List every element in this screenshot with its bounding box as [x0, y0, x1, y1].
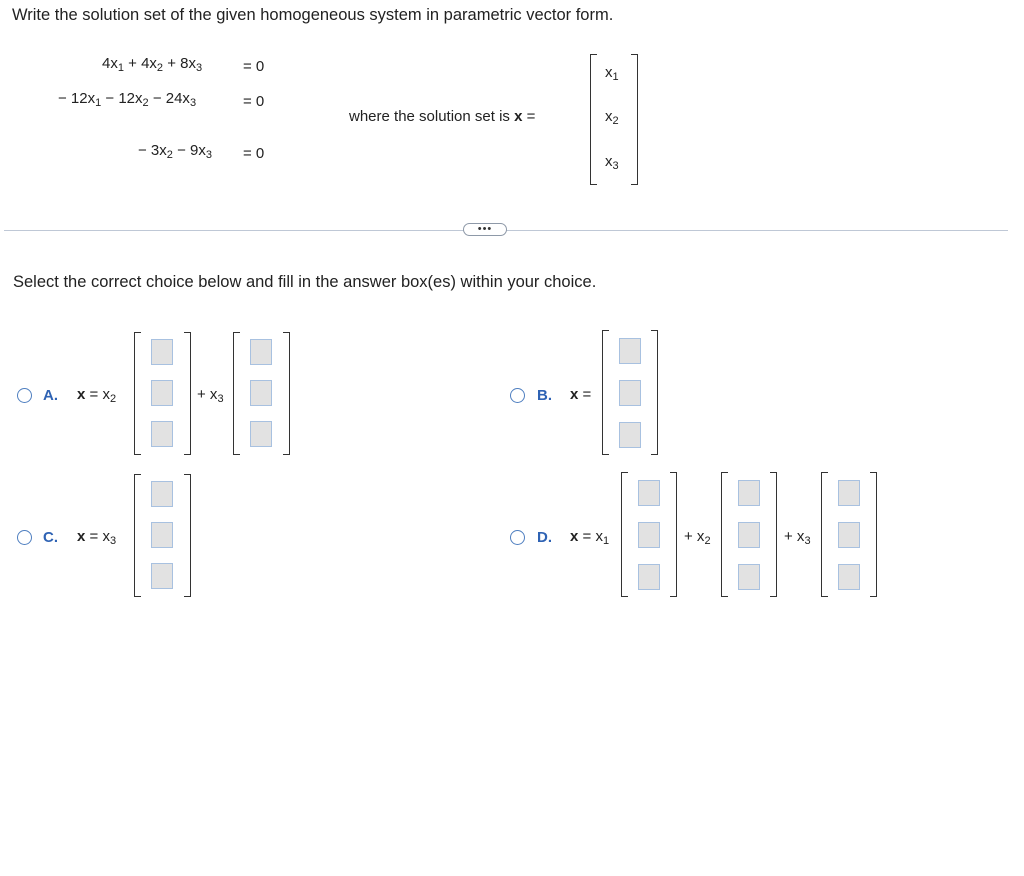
choice-d-v2-entry-3[interactable] [738, 564, 760, 590]
choice-c-label: $x = x_3$ [77, 528, 117, 547]
choice-c-entry-3[interactable] [151, 563, 173, 589]
equation-3: − $3x_2 - 9x_3$ [138, 142, 212, 161]
choice-a-v1-entry-2[interactable] [151, 380, 173, 406]
equation-3-rhs: = 0 [243, 145, 265, 162]
choice-b-letter: B. [537, 387, 552, 404]
choice-d-plus-term-2: + $x_3$ [784, 528, 811, 547]
choice-a-radio[interactable] [17, 388, 32, 403]
equation-2: − $12x_1 - 12x_2 - 24x_3$ [58, 90, 197, 109]
choice-b-entry-2[interactable] [619, 380, 641, 406]
choice-a-v2-entry-1[interactable] [250, 339, 272, 365]
choice-d-v1-entry-2[interactable] [638, 522, 660, 548]
choice-a-v1-entry-1[interactable] [151, 339, 173, 365]
choice-d-v3-entry-3[interactable] [838, 564, 860, 590]
choice-d-v1-entry-1[interactable] [638, 480, 660, 506]
show-more-button[interactable]: ••• [463, 223, 507, 236]
choice-a-label: $x = x_2$ [77, 386, 117, 405]
choice-b-entry-1[interactable] [619, 338, 641, 364]
instruction-text: Select the correct choice below and fill in the answer box(es) within your choice. [13, 273, 597, 291]
choice-d-v1-entry-3[interactable] [638, 564, 660, 590]
solution-set-label: where the solution set is x = [349, 108, 536, 125]
choice-d-plus-term-1: + $x_2$ [684, 528, 711, 547]
equation-2-rhs: = 0 [243, 93, 265, 110]
choice-b-label: x = [570, 386, 592, 403]
choice-d-v2-entry-2[interactable] [738, 522, 760, 548]
equation-1-rhs: = 0 [243, 58, 265, 75]
choice-d-label: $x = x_1$ [570, 528, 610, 547]
solution-vector: $x_1$ $x_2$ $x_3$ [590, 54, 638, 185]
choice-a-letter: A. [43, 387, 58, 404]
equation-1: $4x_1 + 4x_2 + 8x_3$ [102, 55, 203, 74]
choice-a-v2-entry-3[interactable] [250, 421, 272, 447]
choice-d-v3-entry-1[interactable] [838, 480, 860, 506]
choice-c-radio[interactable] [17, 530, 32, 545]
choice-d-v3-entry-2[interactable] [838, 522, 860, 548]
choice-a-plus-term: + $x_3$ [197, 386, 224, 405]
choice-c-entry-1[interactable] [151, 481, 173, 507]
choice-c-entry-2[interactable] [151, 522, 173, 548]
choice-b-entry-3[interactable] [619, 422, 641, 448]
question-text: Write the solution set of the given homogeneous system in parametric vector form. [12, 6, 614, 24]
choice-a-v1-entry-3[interactable] [151, 421, 173, 447]
choice-d-radio[interactable] [510, 530, 525, 545]
choice-c-letter: C. [43, 529, 58, 546]
choice-d-letter: D. [537, 529, 552, 546]
choice-b-radio[interactable] [510, 388, 525, 403]
choice-a-v2-entry-2[interactable] [250, 380, 272, 406]
choice-d-v2-entry-1[interactable] [738, 480, 760, 506]
